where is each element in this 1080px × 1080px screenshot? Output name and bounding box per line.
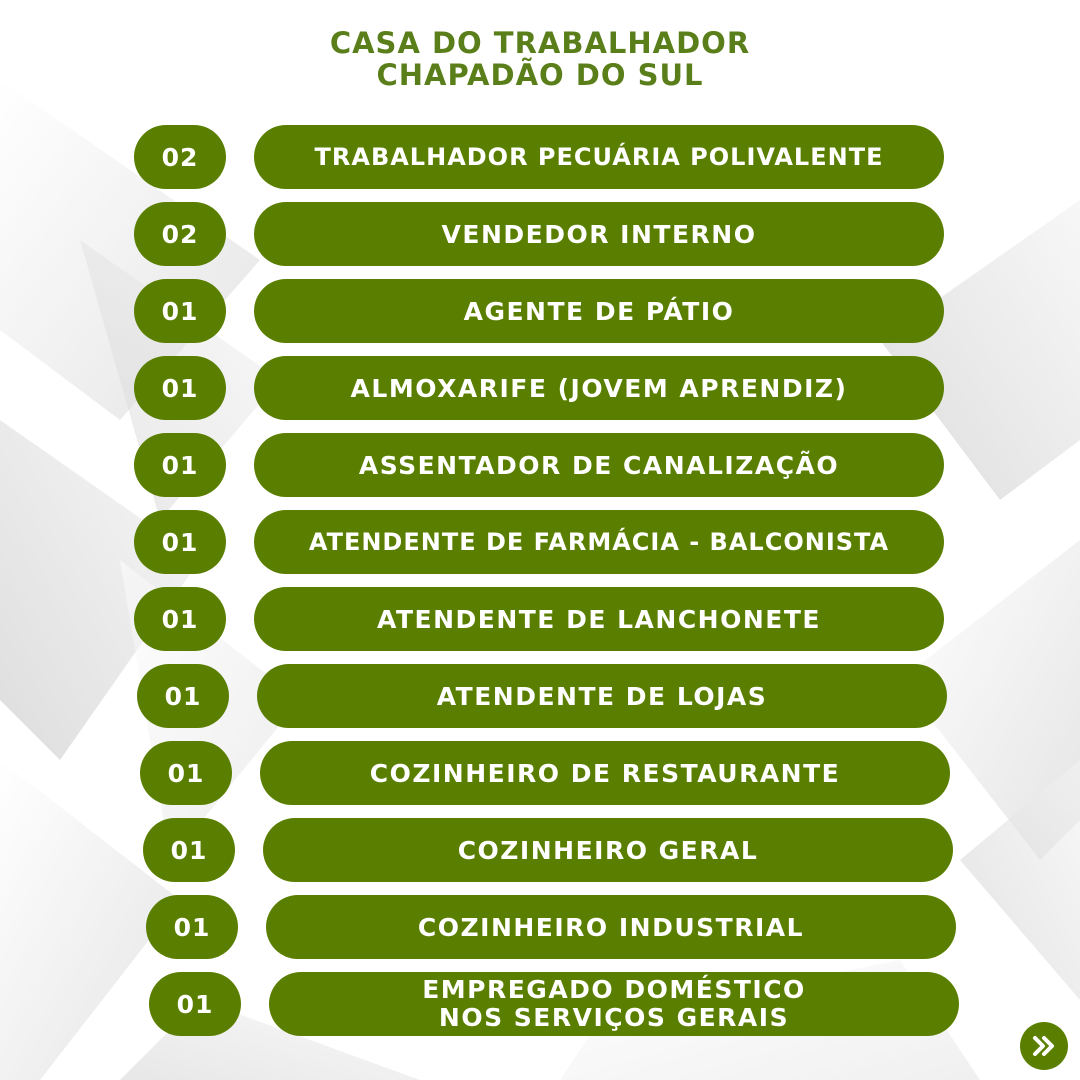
- vacancy-count-badge: 02: [134, 202, 226, 266]
- vacancy-count-badge: 01: [134, 510, 226, 574]
- next-page-button[interactable]: [1020, 1022, 1068, 1070]
- page-title-line-1: CASA DO TRABALHADOR: [329, 26, 751, 60]
- job-title-pill: COZINHEIRO INDUSTRIAL: [266, 895, 956, 959]
- job-title-pill: ATENDENTE DE FARMÁCIA - BALCONISTA: [254, 510, 944, 574]
- job-title-pill: COZINHEIRO DE RESTAURANTE: [260, 741, 950, 805]
- job-title-pill: ALMOXARIFE (JOVEM APRENDIZ): [254, 356, 944, 420]
- job-title-pill: AGENTE DE PÁTIO: [254, 279, 944, 343]
- vacancy-count-badge: 01: [134, 433, 226, 497]
- page-title-line-2: CHAPADÃO DO SUL: [376, 58, 704, 92]
- vacancy-count-badge: 01: [146, 895, 238, 959]
- vacancy-count-badge: 01: [140, 741, 232, 805]
- vacancy-count-badge: 01: [143, 818, 235, 882]
- job-title-pill: ATENDENTE DE LOJAS: [257, 664, 947, 728]
- job-title-pill: COZINHEIRO GERAL: [263, 818, 953, 882]
- job-title-pill: VENDEDOR INTERNO: [254, 202, 944, 266]
- job-title-line-2: NOS SERVIÇOS GERAIS: [438, 1003, 790, 1032]
- vacancy-count-badge: 01: [149, 972, 241, 1036]
- job-title-line-1: EMPREGADO DOMÉSTICO: [422, 975, 806, 1004]
- vacancy-count-badge: 01: [134, 587, 226, 651]
- vacancy-count-badge: 01: [137, 664, 229, 728]
- vacancy-count-badge: 01: [134, 279, 226, 343]
- job-title-pill: ASSENTADOR DE CANALIZAÇÃO: [254, 433, 944, 497]
- job-title-pill: [269, 972, 959, 1036]
- vacancy-count-badge: 02: [134, 125, 226, 189]
- vacancy-count-badge: 01: [134, 356, 226, 420]
- double-chevron-right-icon: [1029, 1031, 1059, 1061]
- job-title-pill: TRABALHADOR PECUÁRIA POLIVALENTE: [254, 125, 944, 189]
- job-title-pill: ATENDENTE DE LANCHONETE: [254, 587, 944, 651]
